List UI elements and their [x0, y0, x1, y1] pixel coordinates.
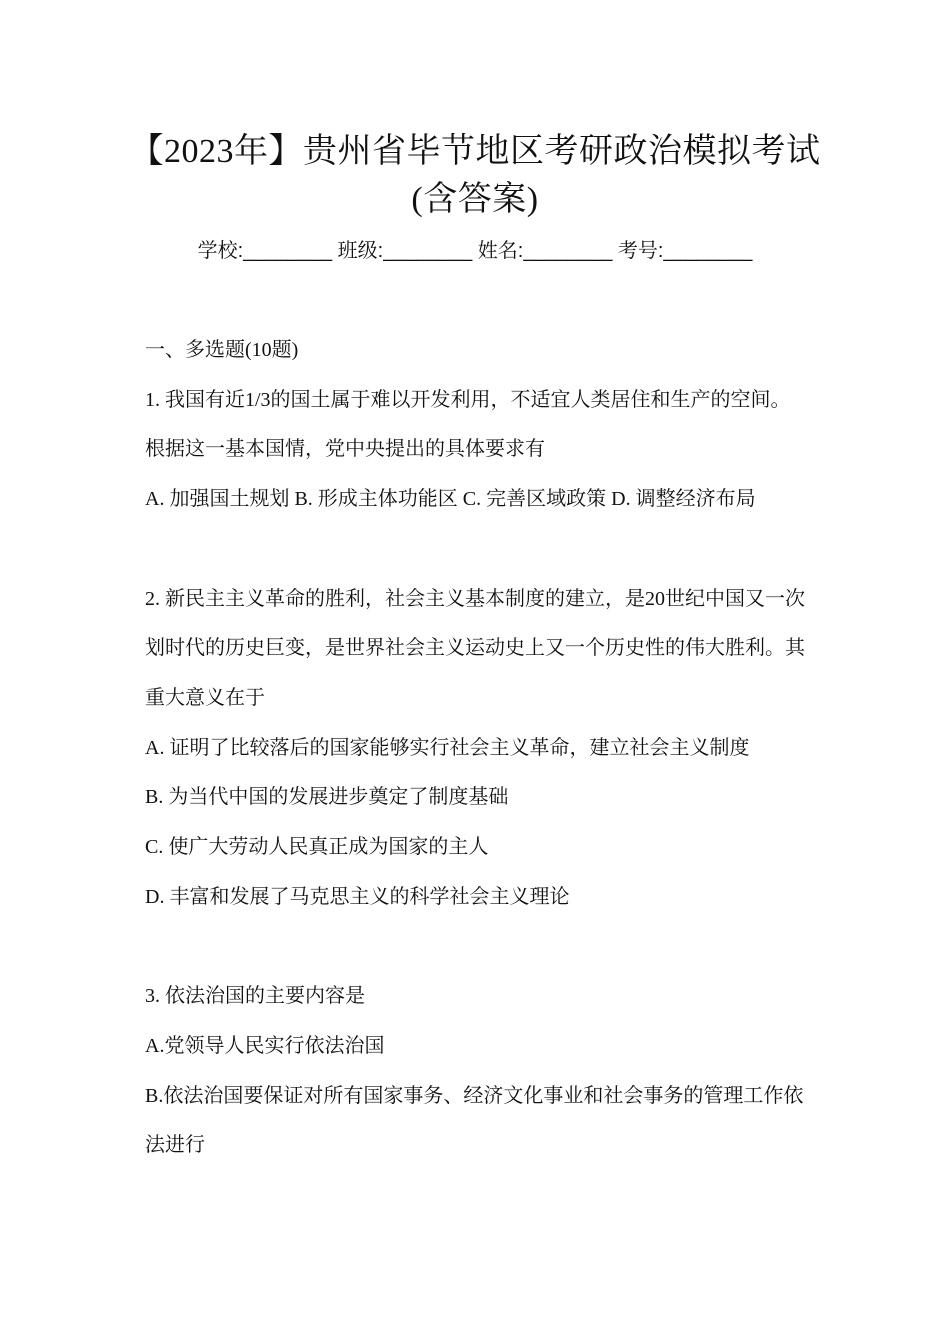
question-2-option-d: D. 丰富和发展了马克思主义的科学社会主义理论: [145, 885, 570, 908]
question-1-stem: 1. 我国有近1/3的国土属于难以开发利用，不适宜人类居住和生产的空间。根据这一基本国情，党中央提出的具体要求有: [145, 388, 791, 461]
student-info-line: 学校:________ 班级:________ 姓名:________ 考号:________: [197, 240, 753, 262]
spacer: [145, 922, 810, 972]
question-2-option-a: A. 证明了比较落后的国家能够实行社会主义革命，建立社会主义制度: [145, 736, 750, 759]
section-heading: 一、多选题(10题): [145, 339, 299, 361]
question-3-stem: 3. 依法治国的主要内容是: [145, 985, 365, 1008]
question-3-option-b: B.依法治国要保证对所有国家事务、经济文化事业和社会事务的管理工作依法进行: [145, 1084, 804, 1157]
exam-content: [145, 326, 810, 1171]
question-1-options: A. 加强国土规划 B. 形成主体功能区 C. 完善区域政策 D. 调整经济布局: [145, 488, 756, 511]
question-2-stem: 2. 新民主主义革命的胜利，社会主义基本制度的建立，是20世纪中国又一次划时代的历史巨变，是世界社会主义运动史上又一个历史性的伟大胜利。其重大意义在于: [145, 587, 805, 709]
question-2-option-c: C. 使广大劳动人民真正成为国家的主人: [145, 836, 489, 859]
question-2-option-b: B. 为当代中国的发展进步奠定了制度基础: [145, 786, 509, 809]
question-3-option-a: A.党领导人民实行依法治国: [145, 1034, 385, 1057]
page-title: 【2023年】贵州省毕节地区考研政治模拟考试(含答案): [129, 133, 821, 218]
spacer: [145, 525, 810, 575]
